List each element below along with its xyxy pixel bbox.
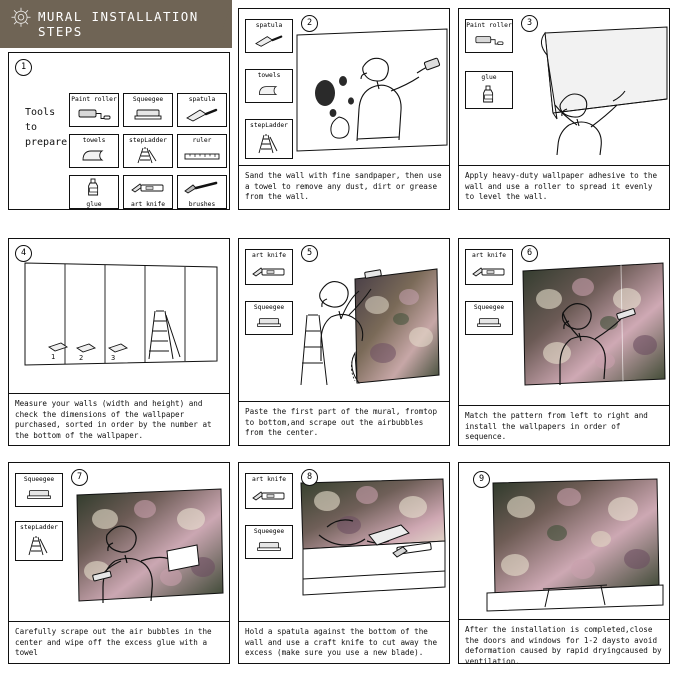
tool-chip-ruler: ruler [177, 134, 227, 168]
paint-roller-icon [70, 103, 118, 126]
step-number-7: 7 [71, 469, 88, 486]
step-panel-7 [8, 462, 230, 664]
tool-chip-towels-2: towels [245, 69, 293, 103]
step-number-6: 6 [521, 245, 538, 262]
page-title: MURAL INSTALLATION STEPS [38, 9, 199, 39]
brush-icon [178, 176, 226, 200]
step-panel-3 [458, 8, 670, 210]
squeegee-icon [124, 103, 172, 126]
rosette-logo-icon [8, 6, 34, 32]
tool-chip-spatula: spatula [177, 93, 227, 127]
banner-ribbon-tail [216, 0, 232, 48]
tool-chip-glue: glue [69, 175, 119, 209]
svg-text:1: 1 [51, 353, 56, 361]
step-number-1: 1 [15, 59, 32, 76]
step-ladder-icon [16, 531, 62, 560]
ruler-icon [178, 144, 226, 167]
squeegee-icon [16, 483, 62, 506]
step-caption-2: Sand the wall with fine sandpaper, then use a towel to remove any dust, dirt or grease from the wall. [239, 165, 449, 209]
step-number-9: 9 [473, 471, 490, 488]
step-number-8: 8 [301, 469, 318, 486]
tool-chip-squeegee-6: Squeegee [465, 301, 513, 335]
step-caption-7: Carefully scrape out the air bubbles in the center and wipe off the excess glue with a towel [9, 621, 229, 663]
tool-chip-brushes: brushes [177, 175, 227, 209]
art-knife-icon [246, 483, 292, 508]
tool-chip-art-knife-8: art knife [245, 473, 293, 509]
tool-chip-art-knife-6: art knife [465, 249, 513, 285]
tool-chip-paint-roller: Paint roller [69, 93, 119, 127]
step-ladder-icon [124, 144, 172, 167]
art-knife-icon [124, 176, 172, 200]
tool-chip-squeegee-8: Squeegee [245, 525, 293, 559]
step-8-illustration [297, 479, 447, 605]
step-panel-5 [238, 238, 450, 446]
step-caption-8: Hold a spatula against the bottom of the wall and use a craft knife to cut away the excess (make sure you use a new blade). [239, 621, 449, 663]
step-7-illustration [71, 481, 227, 609]
step-caption-9: After the installation is completed,close the doors and windows for 1-2 daysto avoid deformation caused by rapid dryingcaused by ventilation. [459, 619, 669, 663]
tool-chip-squeegee: Squeegee [123, 93, 173, 127]
step-panel-1 [8, 52, 230, 210]
tool-chip-art-knife: art knife [123, 175, 173, 209]
header-banner [0, 0, 232, 48]
svg-text:2: 2 [79, 354, 84, 362]
squeegee-icon [466, 311, 512, 334]
svg-text:3: 3 [111, 354, 116, 362]
squeegee-icon [246, 311, 292, 334]
step-panel-6 [458, 238, 670, 446]
spatula-icon [178, 103, 226, 126]
glue-bottle-icon [70, 176, 118, 200]
step-6-illustration [517, 253, 667, 389]
spatula-icon [246, 29, 292, 52]
squeegee-icon [246, 535, 292, 558]
tool-chip-spatula-2: spatula [245, 19, 293, 53]
tool-chip-stepladder: stepLadder [123, 134, 173, 168]
step-panel-8 [238, 462, 450, 664]
step-panel-4 [8, 238, 230, 446]
step-caption-5: Paste the first part of the mural, fromtop to bottom,and scrape out the airbubbles from the center. [239, 401, 449, 445]
tool-chip-squeegee-7: Squeegee [15, 473, 63, 507]
step-caption-3: Apply heavy-duty wallpaper adhesive to the wall and use a roller to spread it evenly to level the wall. [459, 165, 669, 209]
step-number-3: 3 [521, 15, 538, 32]
step-3-illustration [517, 25, 667, 155]
step-caption-6: Match the pattern from left to right and install the wallpapers in order of sequence. [459, 405, 669, 445]
step-number-4: 4 [15, 245, 32, 262]
step-5-illustration [297, 253, 447, 389]
art-knife-icon [466, 259, 512, 284]
step-number-2: 2 [301, 15, 318, 32]
glue-bottle-icon [466, 81, 512, 108]
tool-chip-squeegee-5: Squeegee [245, 301, 293, 335]
step-panel-9 [458, 462, 670, 664]
step-caption-4: Measure your walls (width and height) and check the dimensions of the wallpaper purchased, sorted in order by the number at the bottom of the wallpaper. [9, 393, 229, 445]
tool-chip-stepladder-7: stepLadder [15, 521, 63, 561]
step-4-illustration [23, 261, 219, 369]
step-9-illustration [487, 477, 663, 613]
tool-chip-towels: towels [69, 134, 119, 168]
tool-chip-paint-roller-3: Paint roller [465, 19, 513, 53]
step-panel-2 [238, 8, 450, 210]
tool-chip-art-knife-5: art knife [245, 249, 293, 285]
art-knife-icon [246, 259, 292, 284]
step-number-5: 5 [301, 245, 318, 262]
tool-chip-stepladder-2: stepLadder [245, 119, 293, 159]
towels-icon [70, 144, 118, 167]
tool-chip-glue-3: glue [465, 71, 513, 109]
towels-icon [246, 79, 292, 102]
step-1-heading: Tools to prepare [25, 107, 68, 148]
paint-roller-icon [466, 29, 512, 52]
step-2-illustration [297, 27, 447, 152]
step-ladder-icon [246, 129, 292, 158]
